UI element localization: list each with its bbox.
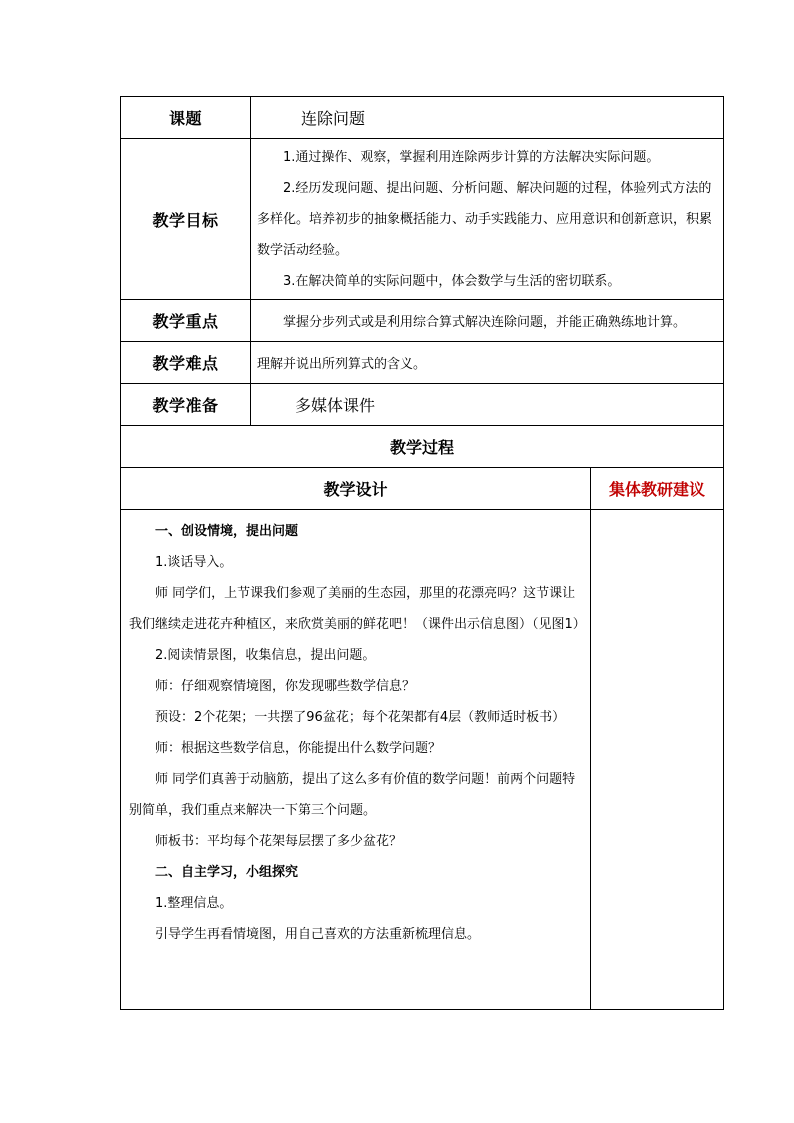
process-content [121, 510, 591, 1010]
suggestion-cell [591, 510, 724, 1010]
process-title: 教学过程 [121, 426, 724, 468]
preparation-row [121, 384, 724, 426]
process-paragraph: 2.阅读情景图，收集信息，提出问题。 [155, 648, 376, 663]
topic-value: 连除问题 [251, 97, 724, 139]
process-title-row [121, 426, 724, 468]
objective-item: 3.在解决简单的实际问题中，体会数学与生活的密切联系。 [283, 274, 621, 289]
objective-item: 2.经历发现问题、提出问题、分析问题、解决问题的过程，体验列式方法的多样化。培养初步的抽象概括能力、动手实践能力、应用意识和创新意识，积累数学活动经验。 [257, 181, 713, 258]
process-paragraph: 师板书：平均每个花架每层摆了多少盆花？ [155, 834, 403, 849]
process-paragraph: 师：根据这些数学信息，你能提出什么数学问题？ [155, 741, 442, 756]
process-paragraph: 1.谈话导入。 [155, 555, 233, 570]
objectives-row [121, 139, 724, 300]
topic-row [121, 97, 724, 139]
objectives-content [251, 139, 724, 300]
process-paragraph: 师 同学们真善于动脑筋，提出了这么多有价值的数学问题！前两个问题特别简单，我们重点来解决一下第三个问题。 [129, 772, 576, 818]
preparation-value: 多媒体课件 [251, 384, 724, 426]
process-paragraph: 预设：2个花架；一共摆了96盆花；每个花架都有4层（教师适时板书） [155, 710, 566, 725]
process-paragraph: 师：仔细观察情境图，你发现哪些数学信息？ [155, 679, 416, 694]
key-point-value: 掌握分步列式或是利用综合算式解决连除问题，并能正确熟练地计算。 [251, 300, 724, 342]
topic-label: 课题 [121, 97, 251, 139]
column-header-row [121, 468, 724, 510]
section-heading: 一、创设情境，提出问题 [155, 524, 299, 539]
difficulty-row [121, 342, 724, 384]
lesson-plan-table [120, 96, 724, 1010]
design-header: 教学设计 [121, 468, 591, 510]
key-point-row [121, 300, 724, 342]
objective-item: 1.通过操作、观察，掌握利用连除两步计算的方法解决实际问题。 [283, 150, 660, 165]
preparation-label: 教学准备 [121, 384, 251, 426]
suggestion-header: 集体教研建议 [591, 468, 724, 510]
section-heading: 二、自主学习，小组探究 [155, 865, 299, 880]
process-paragraph: 引导学生再看情境图，用自己喜欢的方法重新梳理信息。 [155, 927, 481, 942]
key-point-label: 教学重点 [121, 300, 251, 342]
difficulty-value: 理解并说出所列算式的含义。 [251, 342, 724, 384]
process-paragraph: 师 同学们，上节课我们参观了美丽的生态园，那里的花漂亮吗？这节课让我们继续走进花卉种植区，来欣赏美丽的鲜花吧！（课件出示信息图）（见图1） [129, 586, 586, 632]
process-paragraph: 1.整理信息。 [155, 896, 233, 911]
process-content-row [121, 510, 724, 1010]
difficulty-label: 教学难点 [121, 342, 251, 384]
objectives-label: 教学目标 [121, 139, 251, 300]
